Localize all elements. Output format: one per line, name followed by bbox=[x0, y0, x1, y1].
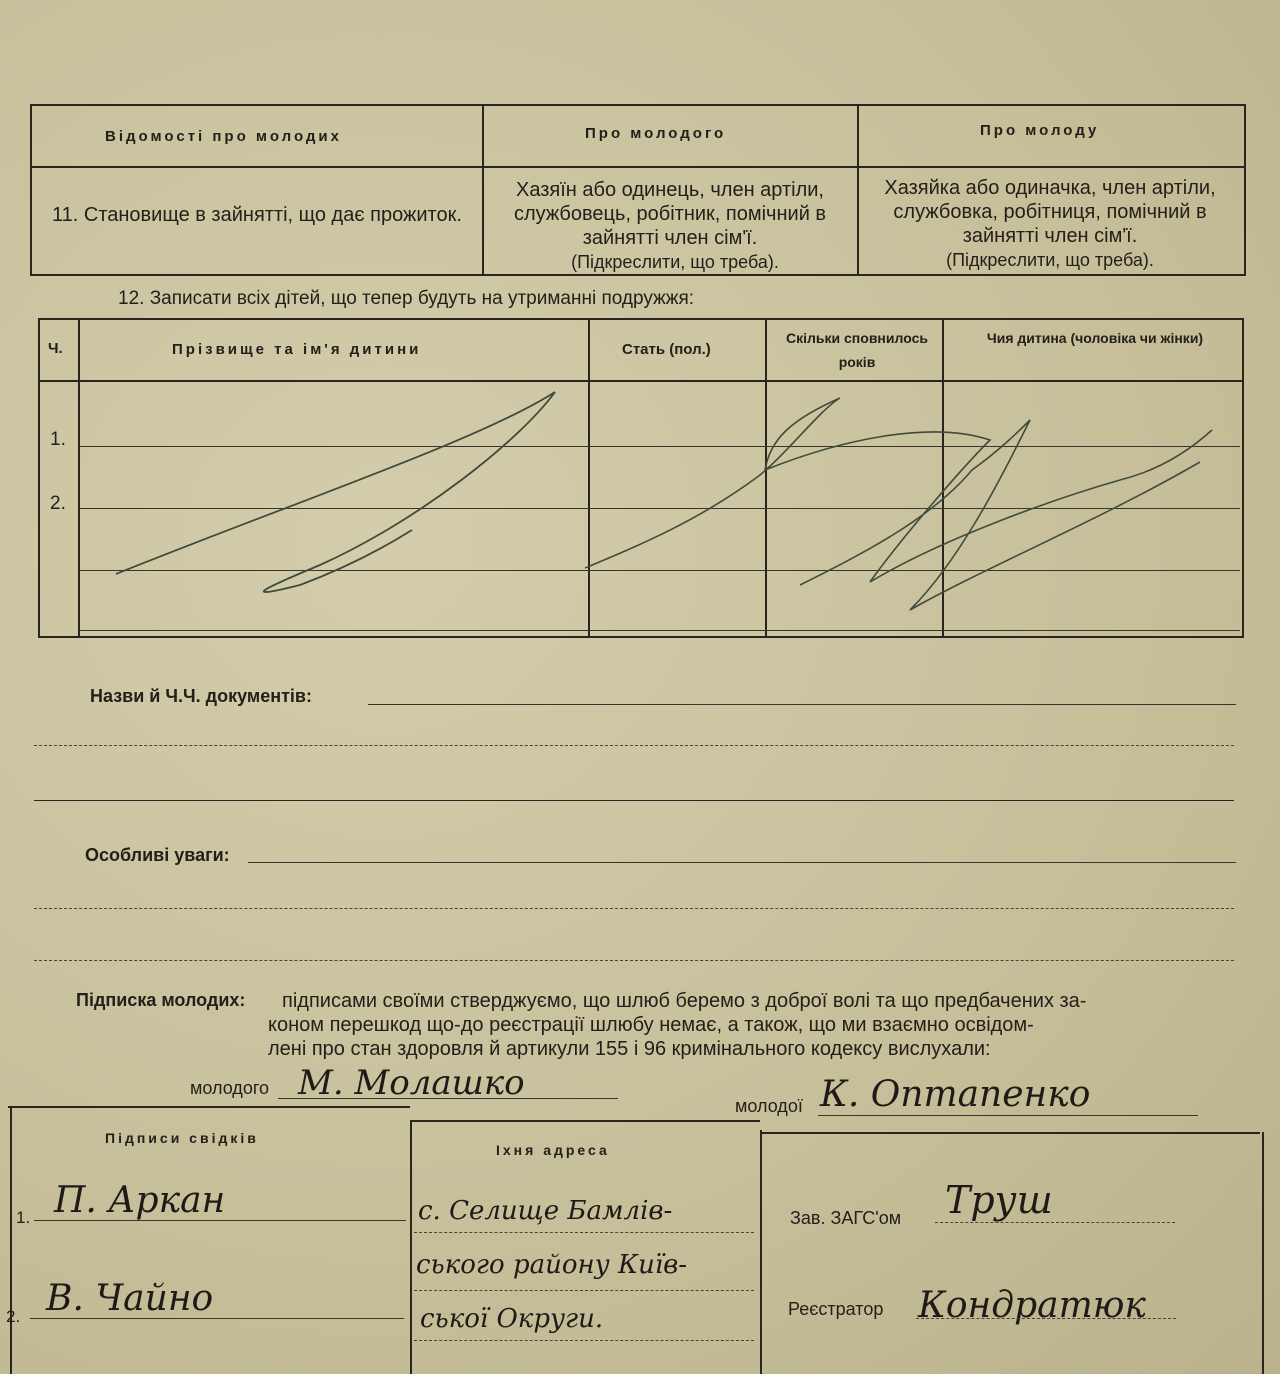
pledge-line-2: коном перешкод що-до реєстрації шлюбу немає, а також, що ми взаємно освідом- bbox=[268, 1014, 1034, 1036]
groom-occupation-note: (Підкреслити, що треба). bbox=[571, 252, 779, 272]
documents-label: Назви й Ч.Ч. документів: bbox=[90, 686, 312, 706]
bride-occupation-note: (Підкреслити, що треба). bbox=[946, 250, 1154, 270]
pledge-label: Підписка молодих: bbox=[76, 990, 246, 1010]
col-number: Ч. bbox=[48, 340, 63, 357]
children-title: 12. Записати всіх дітей, що тепер будуть на утриманні подружжя: bbox=[118, 288, 695, 309]
header-bride: Про молоду bbox=[980, 122, 1100, 139]
head-label: Зав. ЗАГС'ом bbox=[790, 1208, 902, 1228]
header-info: Відомості про молодих bbox=[105, 128, 342, 145]
bride-signature: К. Оптапенко bbox=[820, 1074, 1091, 1115]
col-sex: Стать (пол.) bbox=[622, 341, 711, 358]
bride-occupation: Хазяйка або одиначка, член артіли, службовка, робітниця, помічний в зайнятті член сім'ї. bbox=[884, 177, 1216, 247]
witness-address-line-2: ського району Київ- bbox=[416, 1250, 688, 1280]
bride-signature-label: молодої bbox=[735, 1096, 803, 1116]
col-witness-address: Іхня адреса bbox=[496, 1142, 610, 1158]
groom-signature: М. Молашко bbox=[298, 1063, 525, 1103]
head-signature: Труш bbox=[945, 1178, 1053, 1222]
remarks-label: Особливі уваги: bbox=[85, 845, 230, 865]
witness-address-line-3: ської Округи. bbox=[420, 1304, 604, 1334]
col-child-name: Прізвище та ім'я дитини bbox=[172, 341, 422, 358]
col-age: Скільки сповнилось років bbox=[786, 330, 928, 370]
row-number-1: 1. bbox=[50, 429, 66, 450]
registrar-signature: Кондратюк bbox=[918, 1285, 1146, 1326]
registrar-label: Реєстратор bbox=[788, 1299, 884, 1319]
row-number-2: 2. bbox=[50, 493, 66, 514]
witness-number-1: 1. bbox=[16, 1208, 31, 1227]
witness-signature-2: В. Чайно bbox=[46, 1278, 214, 1319]
header-groom: Про молодого bbox=[585, 125, 727, 142]
witness-number-2: 2. bbox=[6, 1307, 21, 1326]
pledge-line-1: підписами своїми стверджуємо, що шлюб беремо з доброї волі та що предбачених за- bbox=[282, 990, 1087, 1012]
witness-address-line-1: с. Селище Бамлів- bbox=[418, 1196, 673, 1226]
groom-signature-label: молодого bbox=[190, 1078, 270, 1098]
occupation-label: 11. Становище в зайнятті, що дає прожиток. bbox=[52, 204, 462, 226]
groom-occupation: Хазяїн або одинець, член артіли, службовець, робітник, помічний в зайнятті член сім'ї. bbox=[513, 179, 827, 249]
col-whose-child: Чия дитина (чоловіка чи жінки) bbox=[986, 330, 1204, 346]
witness-signature-1: П. Аркан bbox=[54, 1180, 226, 1221]
col-witness-signatures: Підписи свідків bbox=[105, 1130, 259, 1146]
pledge-line-3: лені про стан здоровля й артикули 155 і 96 кримінального кодексу вислухали: bbox=[268, 1038, 991, 1060]
